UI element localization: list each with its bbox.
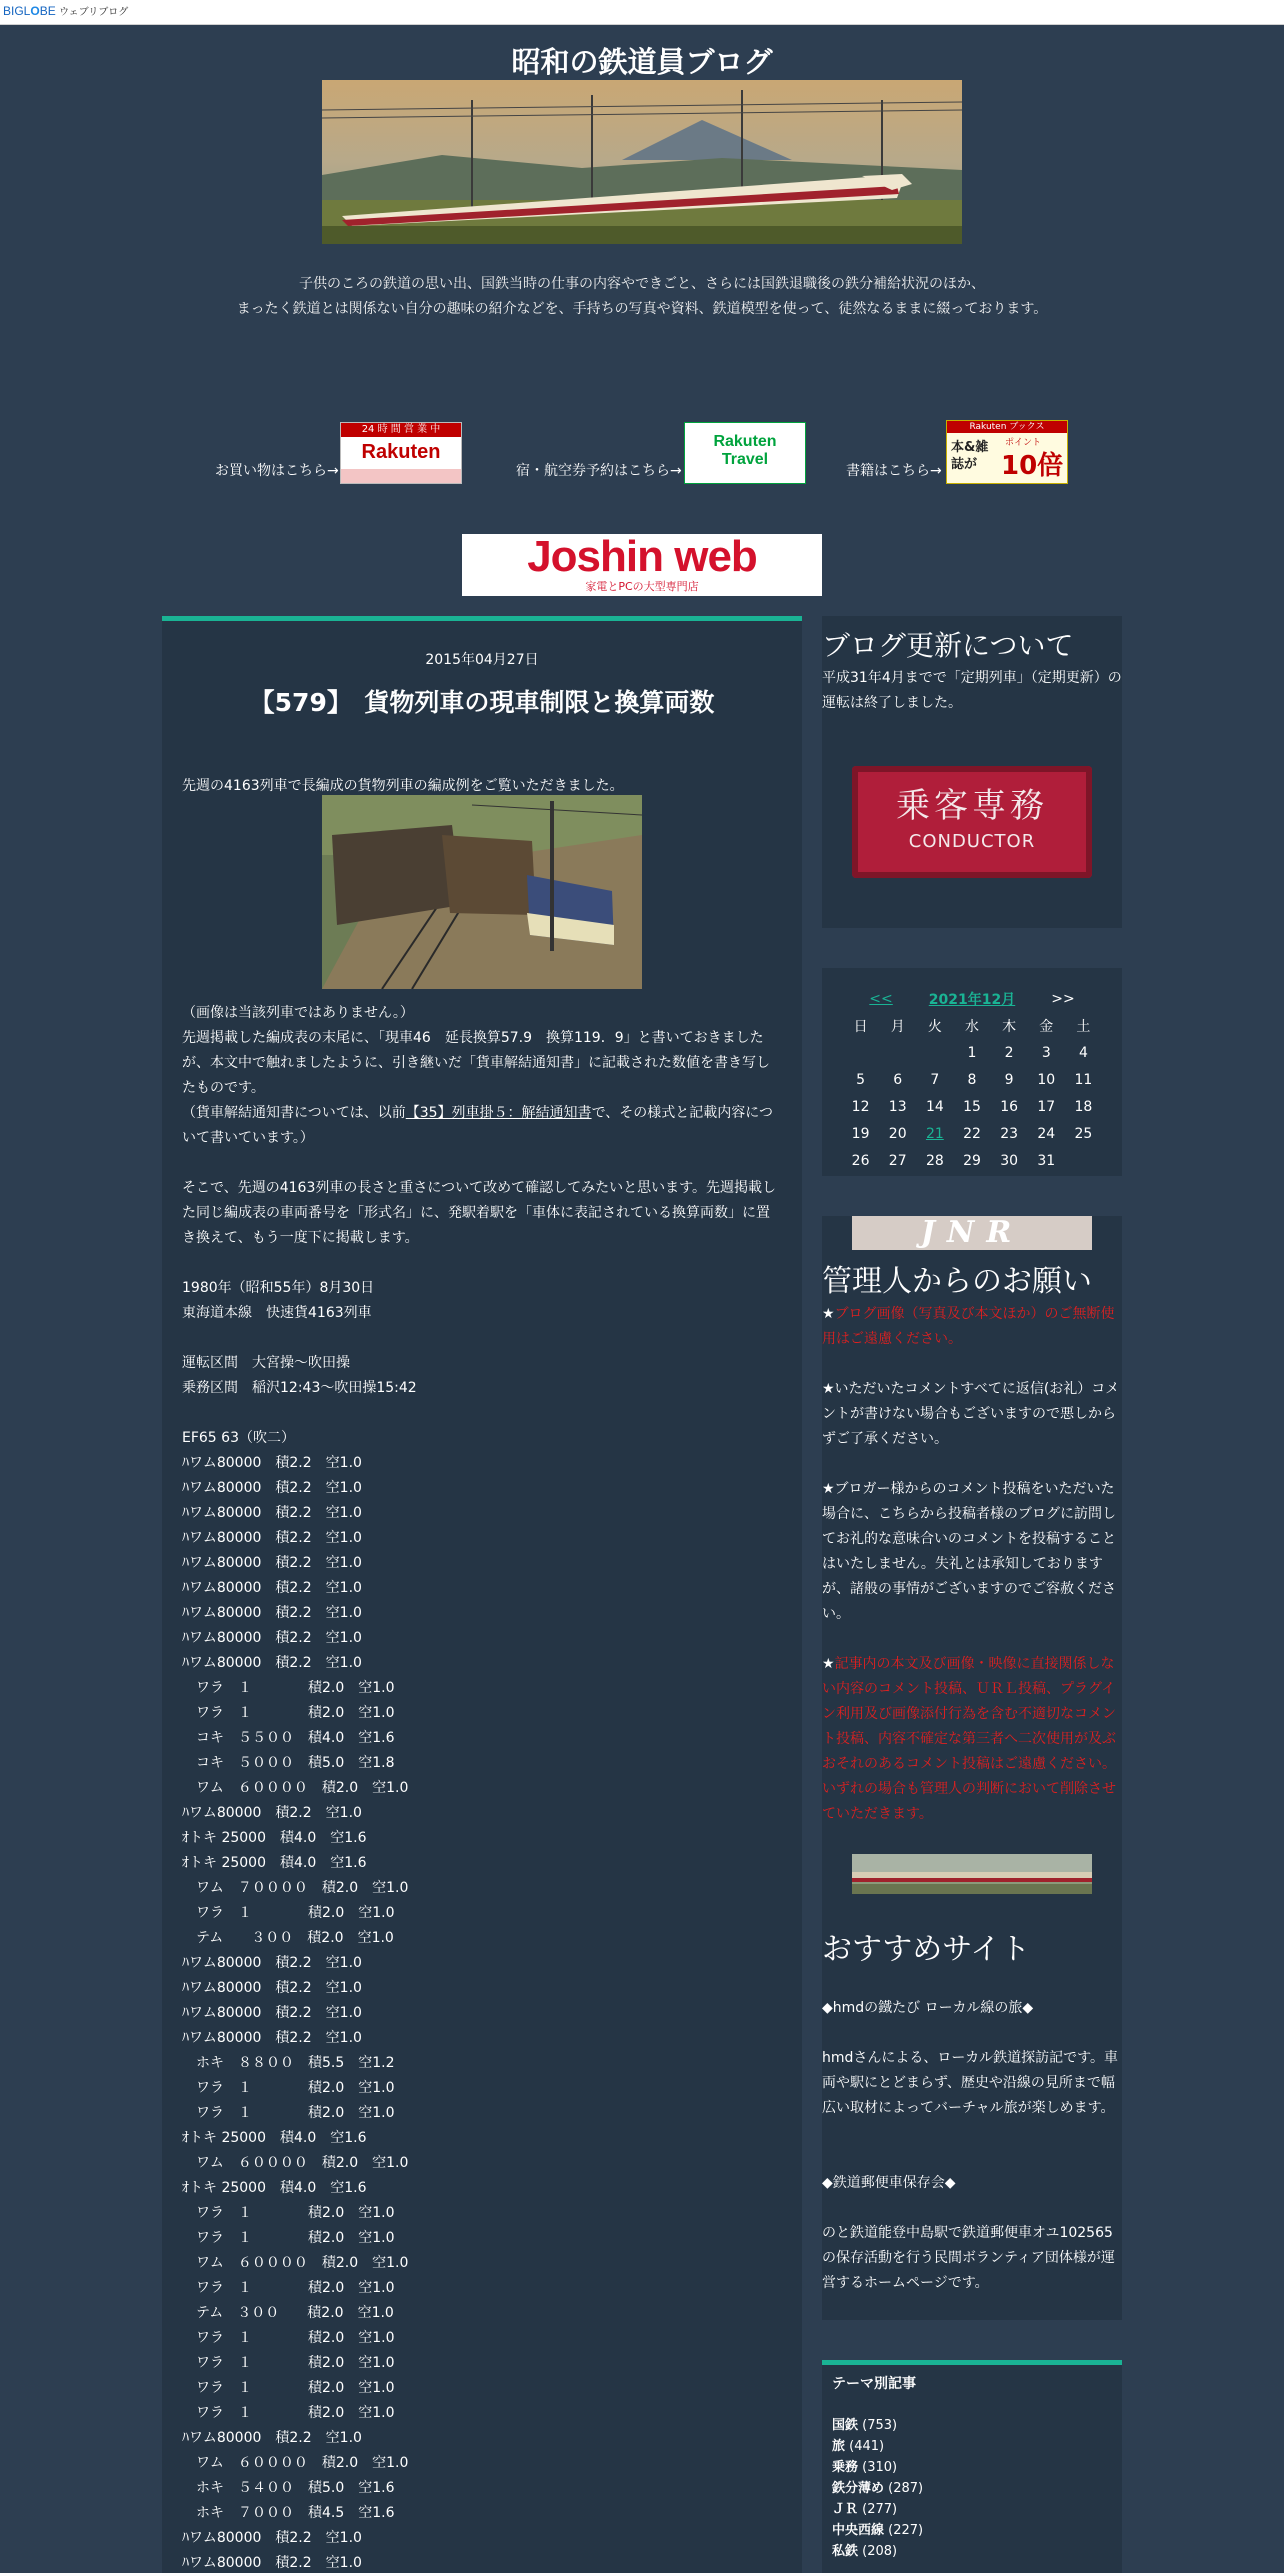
calendar-weekday: 火 (927, 1018, 942, 1035)
books-header: Rakuten ブックス (947, 421, 1067, 433)
theme-count: (277) (862, 2502, 898, 2517)
consist-locomotive: EF65 63（吹二） (182, 1430, 295, 1446)
logo-subtitle: ウェブリブログ (59, 7, 129, 18)
calendar-month-link[interactable]: 2021年12月 (928, 992, 1016, 1008)
calendar-day: 9 (1004, 1071, 1014, 1088)
consist-row: ワラ １ 積2.0 空1.0 (182, 1680, 395, 1696)
travel-label: 宿・航空券予約はこちら→ (516, 463, 682, 479)
consist-row: ホキ ８８００ 積5.5 空1.2 (182, 2055, 395, 2071)
calendar-day: 11 (1074, 1071, 1093, 1088)
consist-row: ワラ １ 積2.0 空1.0 (182, 2205, 395, 2221)
consist-duty: 乗務区間 稲沢12:43～吹田操15:42 (182, 1380, 417, 1396)
theme-item[interactable] (832, 2457, 923, 2478)
sidebar-calendar (822, 968, 1122, 1176)
calendar-day (1065, 1147, 1102, 1174)
calendar-day: 1 (967, 1044, 977, 1061)
calendar-day (916, 1039, 953, 1066)
consist-row: テム ３００ 積2.0 空1.0 (182, 2305, 394, 2321)
theme-item[interactable] (832, 2520, 923, 2541)
consist-row: ﾊワム80000 積2.2 空1.0 (182, 2005, 362, 2021)
rakuten-city-graphic (341, 469, 461, 483)
consist-date: 1980年（昭和55年）8月30日 (182, 1280, 375, 1296)
theme-heading: テーマ別記事 (832, 2376, 916, 2392)
calendar-weekday: 日 (853, 1018, 868, 1035)
calendar-day: 6 (893, 1071, 903, 1088)
logo-text-tail: BE (39, 4, 56, 18)
books-point-text: ポイント (1005, 438, 1042, 448)
calendar-day (879, 1039, 916, 1066)
calendar-day: 10 (1037, 1071, 1056, 1088)
theme-count: (310) (862, 2460, 898, 2475)
books-main-text: 本&雑誌が (951, 440, 989, 472)
biglobe-bar (0, 0, 1284, 25)
books-10x-text: 10倍 (1001, 451, 1064, 481)
consist-route: 東海道本線 快速貨4163列車 (182, 1305, 372, 1321)
update-text: 平成31年4月までで「定期列車」（定期更新）の運転は終了しました。 (822, 670, 1122, 711)
theme-count: (287) (888, 2481, 924, 2496)
consist-row: ｵトキ 25000 積4.0 空1.6 (182, 1855, 367, 1871)
calendar-day: 16 (1000, 1098, 1019, 1115)
calendar-day: 29 (963, 1152, 981, 1169)
request-heading: 管理人からのお願い (822, 1264, 1092, 1299)
consist-row: ﾊワム80000 積2.2 空1.0 (182, 1530, 362, 1546)
consist-row: ワラ １ 積2.0 空1.0 (182, 2405, 395, 2421)
consist-row: ﾊワム80000 積2.2 空1.0 (182, 2030, 362, 2046)
jnr-logo-image (852, 1216, 1092, 1250)
calendar-day: 19 (851, 1125, 870, 1142)
consist-row: ﾊワム80000 積2.2 空1.0 (182, 1580, 362, 1596)
site1-desc: hmdさんによる、ローカル鉄道探訪記です。車両や駅にとどまらず、歴史や沿線の見所まで幅広い取材によってバーチャル旅が楽しめます。 (822, 2050, 1118, 2116)
header-train-photo (322, 80, 962, 244)
post-title[interactable]: 【579】 貨物列車の現車制限と換算両数 (249, 688, 715, 717)
theme-name: 私鉄 (832, 2544, 859, 2559)
theme-item[interactable] (832, 2436, 923, 2457)
logo-text-main: BIGL (3, 4, 31, 18)
sidebar-notice (822, 1216, 1122, 2320)
rakuten-banner[interactable] (340, 422, 462, 484)
freight-train-photo[interactable] (322, 795, 642, 989)
post-date: 2015年04月27日 (425, 652, 539, 668)
conductor-badge-image (852, 766, 1092, 878)
calendar-weekday: 水 (964, 1018, 979, 1035)
consist-row: ワム ６００００ 積2.0 空1.0 (182, 2155, 409, 2171)
consist-row: ﾊワム80000 積2.2 空1.0 (182, 2555, 362, 2571)
update-heading: ブログ更新について (822, 629, 1074, 662)
travel-logo-1: Rakuten (713, 433, 777, 450)
badge-kanji: 乗客専務 (896, 786, 1048, 826)
theme-name: ＪＲ (832, 2502, 859, 2517)
consist-row: ワム ７００００ 積2.0 空1.0 (182, 1880, 409, 1896)
consist-row: ワム ６００００ 積2.0 空1.0 (182, 2455, 409, 2471)
consist-row: ﾊワム80000 積2.2 空1.0 (182, 1655, 362, 1671)
post-body (182, 1001, 782, 2573)
consist-row: ワラ １ 積2.0 空1.0 (182, 2380, 395, 2396)
consist-row: コキ ５０００ 積5.0 空1.8 (182, 1755, 395, 1771)
consist-row: ﾊワム80000 積2.2 空1.0 (182, 1955, 362, 1971)
train-thumbnail (852, 1854, 1092, 1894)
calendar-day: 24 (1037, 1125, 1056, 1142)
theme-name: 国鉄 (832, 2418, 859, 2433)
consist-row: ワラ １ 積2.0 空1.0 (182, 1705, 395, 1721)
consist-row: ﾊワム80000 積2.2 空1.0 (182, 1805, 362, 1821)
theme-list (832, 2415, 923, 2562)
theme-count: (208) (862, 2544, 898, 2559)
consist-row: ワラ １ 積2.0 空1.0 (182, 2330, 395, 2346)
post-paragraph-1: （画像は当該列車ではありません。） (182, 1005, 414, 1021)
badge-english: CONDUCTOR (908, 831, 1036, 852)
calendar-day: 25 (1074, 1125, 1093, 1142)
req4-star: ★ (822, 1656, 835, 1672)
calendar-day: 13 (888, 1098, 907, 1115)
consist-row: ﾊワム80000 積2.2 空1.0 (182, 1605, 362, 1621)
calendar-next: >> (1051, 991, 1075, 1007)
calendar-day: 4 (1078, 1044, 1088, 1061)
consist-row: ﾊワム80000 積2.2 空1.0 (182, 1980, 362, 1996)
blog-title[interactable]: 昭和の鉄道員ブログ (511, 45, 773, 79)
consist-row: ホキ ７０００ 積4.5 空1.6 (182, 2505, 395, 2521)
p3-text-b: で、その様式と記載内容について書いています。） (182, 1105, 774, 1146)
post-paragraph-2: 先週掲載した編成表の末尾に、「現車46 延長換算57.9 換算119．9」と書いておきましたが、本文中で触れましたように、引き継いだ「貨車解結通知書」に記載された数値を書き写したものです。 (182, 1030, 770, 1096)
calendar-day: 2 (1004, 1044, 1014, 1061)
p3-text-a: （貨車解結通知書については、以前 (182, 1105, 406, 1121)
theme-name: 鉄分薄め (832, 2481, 885, 2496)
calendar-day: 28 (925, 1152, 944, 1169)
theme-count: (227) (888, 2523, 924, 2538)
calendar-day: 15 (963, 1098, 981, 1115)
consist-row: ワラ １ 積2.0 空1.0 (182, 2105, 395, 2121)
calendar-day: 27 (888, 1152, 907, 1169)
site1-name[interactable]: ◆hmdの鐵たび ローカル線の旅◆ (822, 2000, 1034, 2016)
rakuten-travel-banner[interactable] (684, 422, 806, 484)
post-paragraph-3 (182, 1101, 782, 1151)
rakuten-books-banner[interactable] (946, 420, 1068, 484)
article-35-link[interactable]: 【35】列車掛５：解結通知書 (405, 1105, 592, 1121)
request-1: ブログ画像（写真及び本文ほか）のご無断使用はご遠慮ください。 (822, 1306, 1115, 1347)
calendar-day[interactable]: 21 (925, 1125, 944, 1142)
calendar-weekday: 土 (1076, 1018, 1091, 1035)
sidebar-update-box (822, 616, 1122, 928)
consist-row: ﾊワム80000 積2.2 空1.0 (182, 2430, 362, 2446)
rakuten-24h-text: 24 時 間 営 業 中 (341, 423, 461, 437)
calendar-day: 14 (925, 1098, 944, 1115)
consist-row: ワム ６００００ 積2.0 空1.0 (182, 1780, 409, 1796)
consist-row: ｵトキ 25000 積4.0 空1.6 (182, 2180, 367, 2196)
consist-row: ワラ １ 積2.0 空1.0 (182, 1905, 395, 1921)
req1-star: ★ (822, 1306, 835, 1322)
calendar-weekday: 金 (1039, 1018, 1054, 1035)
consist-row: ワラ １ 積2.0 空1.0 (182, 2080, 395, 2096)
consist-row: ワラ １ 積2.0 空1.0 (182, 2280, 395, 2296)
calendar-day: 18 (1074, 1098, 1093, 1115)
request-4: 記事内の本文及び画像・映像に直接関係しない内容のコメント投稿、ＵＲＬ投稿、プラグイン利用及び画像添付行為を含む不適切なコメント投稿、内容不確定な第三者へ二次使用が及ぶおそれのあるコメント投稿はご遠慮ください。いずれの場合も管理人の判断において削除させていただきます。 (822, 1656, 1116, 1822)
calendar-day: 5 (856, 1071, 866, 1088)
calendar-day: 26 (851, 1152, 870, 1169)
request-2: ★いただいたコメントすべてに返信(お礼）コメントが書けない場合もございますので悪しからずご了承ください。 (822, 1381, 1120, 1447)
consist-row: ﾊワム80000 積2.2 空1.0 (182, 1630, 362, 1646)
rakuten-logo: Rakuten (361, 441, 441, 463)
consist-row: ﾊワム80000 積2.2 空1.0 (182, 2530, 362, 2546)
calendar-day: 8 (967, 1071, 977, 1088)
joshin-web-banner[interactable] (462, 534, 822, 596)
calendar-day: 23 (1000, 1125, 1019, 1142)
calendar-weekday: 月 (890, 1018, 905, 1035)
theme-item[interactable] (832, 2478, 923, 2499)
theme-name: 乗務 (832, 2460, 859, 2475)
calendar-day: 7 (930, 1071, 940, 1088)
calendar-day: 17 (1037, 1098, 1056, 1115)
consist-row: ﾊワム80000 積2.2 空1.0 (182, 1480, 362, 1496)
consist-row: ｵトキ 25000 積4.0 空1.6 (182, 2130, 367, 2146)
calendar-prev-link[interactable]: << (869, 991, 893, 1007)
jnr-logo-text: JNR (920, 1216, 1024, 1250)
calendar-day: 12 (851, 1098, 870, 1115)
recommend-heading: おすすめサイト (822, 1932, 1031, 1967)
calendar-day: 20 (888, 1125, 907, 1142)
theme-item[interactable] (832, 2541, 923, 2562)
post-intro: 先週の4163列車で長編成の貨物列車の編成例をご覧いただきました。 (182, 778, 624, 794)
calendar-day: 30 (1000, 1152, 1019, 1169)
consist-row: ﾊワム80000 積2.2 空1.0 (182, 1455, 362, 1471)
calendar-day: 22 (963, 1125, 981, 1142)
site2-desc: のと鉄道能登中島駅で鉄道郵便車オユ102565の保存活動を行う民間ボランティア団体様が運営するホームページです。 (822, 2225, 1115, 2291)
post-paragraph-4: そこで、先週の4163列車の長さと重さについて改めて確認してみたいと思います。先週掲載した同じ編成表の車両番号を「形式名」に、発駅着駅を「車体に表記されている換算両数」に置き換えて、もう一度下に掲載します。 (182, 1180, 776, 1246)
calendar-day (842, 1039, 879, 1066)
consist-row: ワラ １ 積2.0 空1.0 (182, 2230, 395, 2246)
sidebar-themes (822, 2360, 1122, 2573)
theme-item[interactable] (832, 2499, 923, 2520)
biglobe-logo[interactable] (3, 3, 128, 18)
consist-section: 運転区間 大宮操～吹田操 (182, 1355, 350, 1371)
logo-text-o: O (30, 4, 40, 18)
request-3: ★ブロガー様からのコメント投稿をいただいた場合に、こちらから投稿者様のブログに訪問してお礼的な意味合いのコメントを投稿することはいたしません。失礼とは承知しておりますが、諸般の事情がございますのでご容赦ください。 (822, 1481, 1116, 1622)
travel-logo-2: Travel (721, 451, 769, 468)
books-label: 書籍はこちら→ (846, 463, 942, 479)
description-line-2: まったく鉄道とは関係ない自分の趣味の紹介などを、手持ちの写真や資料、鉄道模型を使って、徒然なるままに綴っております。 (236, 301, 1048, 317)
calendar-day: 3 (1041, 1044, 1051, 1061)
shopping-label: お買い物はこちら→ (215, 463, 339, 479)
consist-row: ﾊワム80000 積2.2 空1.0 (182, 1555, 362, 1571)
blog-description (0, 272, 1284, 322)
calendar-weekday: 木 (1002, 1018, 1017, 1035)
consist-row: ワム ６００００ 積2.0 空1.0 (182, 2255, 409, 2271)
consist-row: ｵトキ 25000 積4.0 空1.6 (182, 1830, 367, 1846)
consist-row: テム ３００ 積2.0 空1.0 (182, 1930, 394, 1946)
site2-name[interactable]: ◆鉄道郵便車保存会◆ (822, 2175, 956, 2191)
calendar-grid (842, 1012, 1102, 1174)
main-article (162, 616, 802, 2573)
consist-row: コキ ５５００ 積4.0 空1.6 (182, 1730, 395, 1746)
calendar-day: 31 (1037, 1152, 1056, 1169)
theme-item[interactable] (832, 2415, 923, 2436)
consist-row: ホキ ５４００ 積5.0 空1.6 (182, 2480, 395, 2496)
consist-row: ﾊワム80000 積2.2 空1.0 (182, 1505, 362, 1521)
consist-list (182, 1451, 782, 2573)
consist-row: ワラ １ 積2.0 空1.0 (182, 2355, 395, 2371)
joshin-tagline: 家電とPCの大型専門店 (585, 580, 699, 593)
theme-count: (441) (849, 2439, 885, 2454)
description-line-1: 子供のころの鉄道の思い出、国鉄当時の仕事の内容やできごと、さらには国鉄退職後の鉄分補給状況のほか、 (299, 276, 985, 292)
theme-count: (753) (862, 2418, 898, 2433)
theme-name: 中央西線 (832, 2523, 885, 2538)
theme-name: 旅 (832, 2439, 846, 2454)
joshin-logo: Joshin web (527, 532, 757, 581)
